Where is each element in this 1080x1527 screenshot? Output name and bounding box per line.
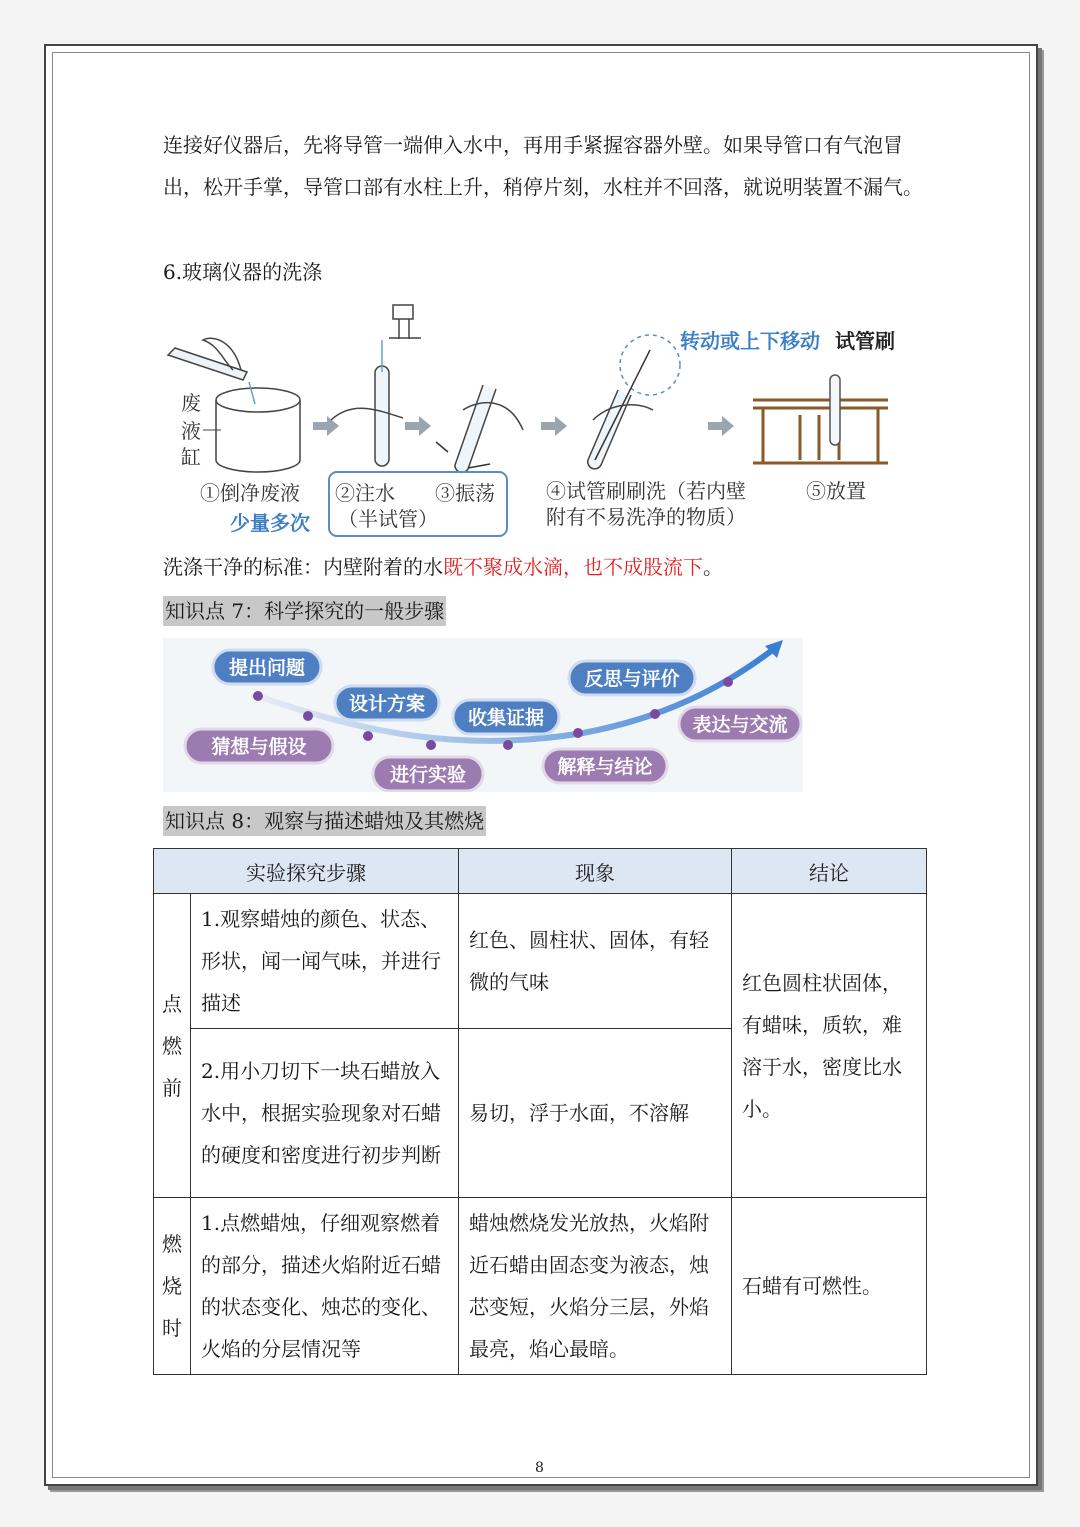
step-experiment: 进行实验 xyxy=(389,764,467,786)
row2-phenomenon: 易切，浮于水面，不溶解 xyxy=(459,1029,732,1198)
step-1-label: ①倒净废液 xyxy=(200,481,300,505)
brush-motion-label: 转动或上下移动 xyxy=(680,329,820,353)
scientific-inquiry-figure xyxy=(163,638,803,792)
section-6-title: 6.玻璃仪器的洗涤 xyxy=(163,260,323,284)
cleaning-standard xyxy=(163,546,923,588)
step-3-label: ③振荡 xyxy=(435,481,495,505)
row2-step: 2.用小刀切下一块石蜡放入水中，根据实验现象对石蜡的硬度和密度进行初步判断 xyxy=(191,1029,459,1198)
table-header-row xyxy=(154,849,927,894)
shake-tube-drawing xyxy=(436,385,523,472)
row3-step: 1.点燃蜡烛，仔细观察燃着的部分，描述火焰附近石蜡的状态变化、烛芯的变化、火焰的分层情况等 xyxy=(191,1198,459,1375)
knowledge-point-7-heading xyxy=(163,590,923,632)
step-hypothesis: 猜想与假设 xyxy=(211,736,307,758)
step-2-label: ②注水 xyxy=(335,481,395,505)
step-4-label-line2: 附有不易洗净的物质） xyxy=(546,505,746,529)
glassware-washing-figure xyxy=(163,300,916,540)
step-2-note: （半试管） xyxy=(338,507,438,531)
step-reflect-evaluate: 反思与评价 xyxy=(584,668,680,690)
step-collect-evidence: 收集证据 xyxy=(467,707,545,729)
step-ask-question: 提出问题 xyxy=(228,657,306,679)
row3-conclusion: 石蜡有可燃性。 xyxy=(732,1198,927,1375)
row3-phenomenon: 蜡烛燃烧发光放热，火焰附近石蜡由固态变为液态，烛芯变短，火焰分三层，外焰最亮，焰心最暗。 xyxy=(459,1198,732,1375)
knowledge-point-8-title: 知识点 8：观察与描述蜡烛及其燃烧 xyxy=(163,806,486,836)
tank-label-1: 废 xyxy=(181,391,201,415)
step-explain-conclude: 解释与结论 xyxy=(557,756,653,778)
test-tube-brush-label: 试管刷 xyxy=(835,329,895,353)
step-design-plan: 设计方案 xyxy=(348,693,426,715)
cleaning-standard-prefix: 洗涤干净的标准：内壁附着的水 xyxy=(163,555,443,579)
brush-tube-drawing xyxy=(588,335,680,469)
tank-label-2: 液 xyxy=(181,419,201,443)
test-tube-rack-drawing xyxy=(753,375,888,463)
faucet-drawing xyxy=(331,305,421,466)
step-4-label-line1: ④试管刷刷洗（若内壁 xyxy=(546,479,746,503)
row1-conclusion: 红色圆柱状固体，有蜡味，质软，难溶于水，密度比水小。 xyxy=(732,894,927,1198)
knowledge-point-7-title: 知识点 7：科学探究的一般步骤 xyxy=(163,596,446,626)
header-conclusion: 结论 xyxy=(732,849,927,894)
table-row xyxy=(154,1198,927,1375)
tank-label-3: 缸 xyxy=(181,445,201,469)
cleaning-standard-highlight: 既不聚成水滴，也不成股流下 xyxy=(443,555,703,579)
step-express-communicate: 表达与交流 xyxy=(692,714,788,736)
group-before-lighting: 点燃前 xyxy=(154,894,191,1198)
row1-phenomenon: 红色、圆柱状、固体，有轻微的气味 xyxy=(459,894,732,1029)
row1-step: 1.观察蜡烛的颜色、状态、形状，闻一闻气味，并进行描述 xyxy=(191,894,459,1029)
step-1-note: 少量多次 xyxy=(230,511,310,535)
group-while-burning: 燃烧时 xyxy=(154,1198,191,1375)
header-phenomenon: 现象 xyxy=(459,849,732,894)
intro-paragraph: 连接好仪器后，先将导管一端伸入水中，再用手紧握容器外壁。如果导管口有气泡冒出，松开手掌，导管口部有水柱上升，稍停片刻，水柱并不回落，就说明装置不漏气。 xyxy=(163,133,923,199)
page-number: 8 xyxy=(535,1460,544,1476)
cleaning-standard-suffix: 。 xyxy=(703,555,723,579)
knowledge-point-8-heading xyxy=(163,800,923,842)
candle-observation-table xyxy=(153,848,927,1375)
table-row xyxy=(154,894,927,1029)
step-5-label: ⑤放置 xyxy=(806,479,866,503)
header-step: 实验探究步骤 xyxy=(154,849,459,894)
